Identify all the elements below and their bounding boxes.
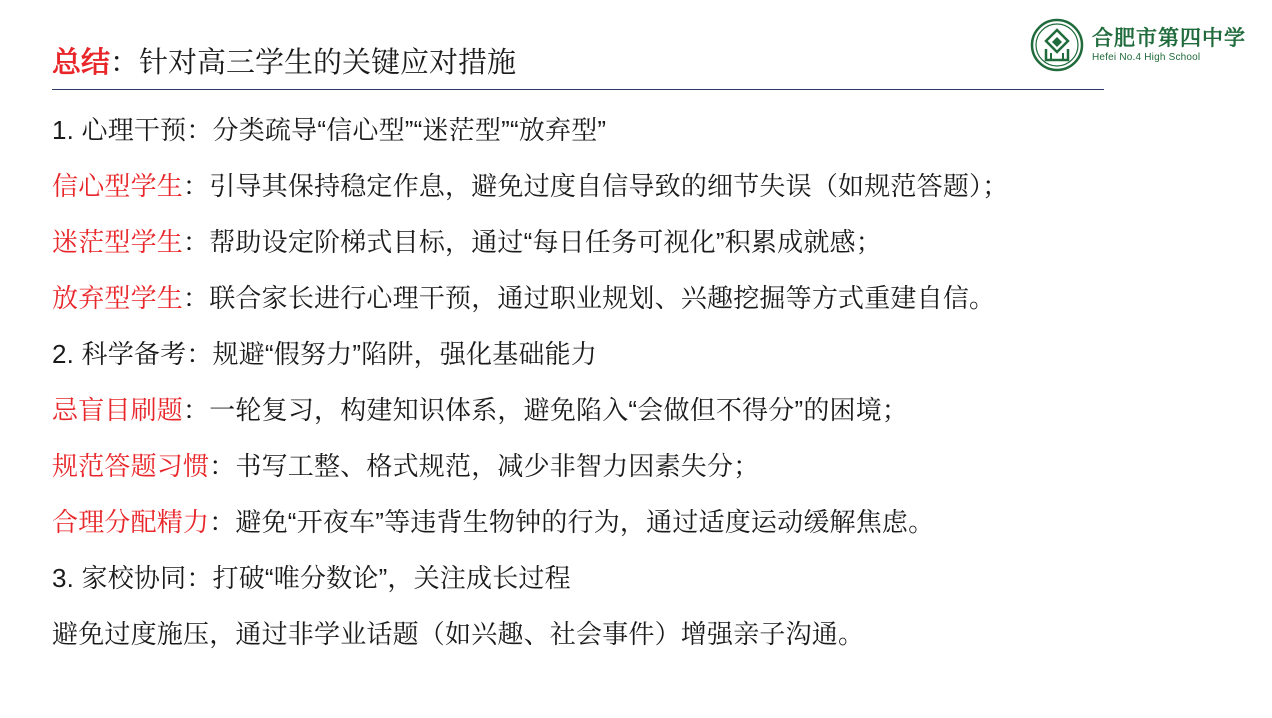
content-line	[52, 382, 1222, 438]
line-rest: ：规避“假努力”陷阱，强化基础能力	[186, 339, 598, 369]
line-lead: 2. 科学备考	[52, 339, 187, 369]
school-name-cn: 合肥市第四中学	[1092, 26, 1246, 50]
line-lead: 放弃型学生	[52, 283, 184, 313]
line-lead: 合理分配精力	[52, 507, 210, 537]
line-lead: 3. 家校协同	[52, 563, 187, 593]
content-line	[52, 326, 1222, 382]
line-rest: ：一轮复习，构建知识体系，避免陷入“会做但不得分”的困境；	[183, 395, 909, 425]
title-divider	[52, 89, 1104, 90]
line-rest: ：打破“唯分数论”，关注成长过程	[186, 563, 571, 593]
page-title	[52, 46, 1112, 90]
school-name-block	[1092, 27, 1246, 63]
line-rest: ：书写工整、格式规范，减少非智力因素失分；	[209, 451, 760, 481]
line-lead: 1. 心理干预	[52, 115, 187, 145]
content-lines	[52, 102, 1222, 662]
line-rest: ：分类疏导“信心型”“迷茫型”“放弃型”	[186, 115, 607, 145]
line-lead: 规范答题习惯	[52, 451, 210, 481]
content-line	[52, 494, 1222, 550]
page-title-highlight: 总结	[52, 47, 111, 79]
line-lead: 信心型学生	[52, 171, 184, 201]
content-line	[52, 438, 1222, 494]
line-rest: ：帮助设定阶梯式目标，通过“每日任务可视化”积累成就感；	[183, 227, 882, 257]
line-rest: ：联合家长进行心理干预，通过职业规划、兴趣挖掘等方式重建自信。	[183, 283, 996, 313]
line-rest: ：引导其保持稳定作息，避免过度自信导致的细节失误（如规范答题）；	[183, 171, 1009, 201]
content-line	[52, 550, 1222, 606]
content-line	[52, 102, 1222, 158]
page-title-rest: ：针对高三学生的关键应对措施	[110, 47, 517, 79]
content-line	[52, 158, 1222, 214]
line-lead: 忌盲目刷题	[52, 395, 184, 425]
line-rest: ：避免“开夜车”等违背生物钟的行为，通过适度运动缓解焦虑。	[209, 507, 935, 537]
line-lead: 迷茫型学生	[52, 227, 184, 257]
content-line	[52, 270, 1222, 326]
line-rest: 避免过度施压，通过非学业话题（如兴趣、社会事件）增强亲子沟通。	[52, 619, 865, 649]
content-line	[52, 606, 1222, 662]
school-name-en: Hefei No.4 High School	[1092, 52, 1201, 64]
content-line	[52, 214, 1222, 270]
